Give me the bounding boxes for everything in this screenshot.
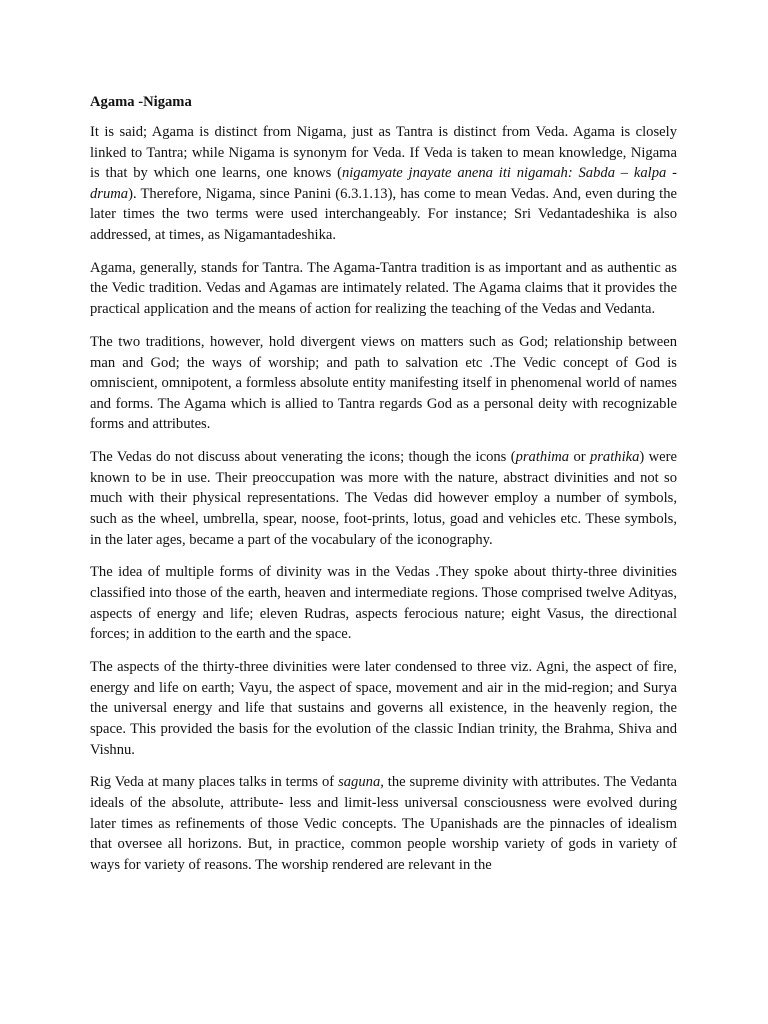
paragraph <box>90 258 677 320</box>
text-run: The idea of multiple forms of divinity was in the Vedas .They spoke about thirty-three divinities classified into those of the earth, heaven and intermediate regions. Those comprised twelve Adityas, aspects of energy and life; eleven Rudras, aspects ferocious nature; eight Vasus, the directional forces; in addition to the earth and the space. <box>90 564 677 643</box>
text-run: Agama, generally, stands for Tantra. The Agama-Tantra tradition is as important and as authentic as the Vedic tradition. Vedas and Agamas are intimately related. The Agama claims that it provides the practical application and the means of action for realizing the teaching of the Vedas and Vedanta. <box>90 259 677 318</box>
text-run: The two traditions, however, hold divergent views on matters such as God; relationship between man and God; the ways of worship; and path to salvation etc .The Vedic concept of God is omniscient, omnipotent, a formless absolute entity manifesting itself in phenomenal world of names and forms. The Agama which is allied to Tantra regards God as a personal deity with recognizable forms and attributes. <box>90 333 677 433</box>
paragraph <box>90 122 677 246</box>
paragraph <box>90 447 677 550</box>
document-title: Agama -Nigama <box>90 94 192 110</box>
text-run: The aspects of the thirty-three divinities were later condensed to three viz. Agni, the aspect of fire, energy and life on earth; Vayu, the aspect of space, movement and air in the mid-region; and Surya the universal energy and life that sustains and governs all existence, in the heavenly region, the space. This provided the basis for the evolution of the classic Indian trinity, the Brahma, Shiva and Vishnu. <box>90 659 677 758</box>
text-run: Rig Veda at many places talks in terms of <box>90 774 339 791</box>
text-run: ) were known to be in use. Their preoccupation was more with the nature, abstract divinities and not so much with their physical representations. The Vedas did however employ a number of symbols, such as the wheel, umbrella, spear, noose, foot-prints, lotus, goad and vehicles etc. These symbols, in the later ages, became a part of the vocabulary of the iconography. <box>90 449 677 548</box>
text-run: The Vedas do not discuss about venerating the icons; though the icons ( <box>90 449 516 466</box>
document-body <box>90 122 677 875</box>
document-page <box>90 92 677 888</box>
paragraph <box>90 772 677 875</box>
italic-text-run: nigamyate jnayate anena iti nigamah: Sabda – kalpa -druma <box>90 165 677 202</box>
text-run: , the supreme divinity with attributes. The Vedanta ideals of the absolute, attribute- less and limit-less universal consciousness were evolved during later times as refinements of those Vedic concepts. The Upanishads are the pinnacles of idealism that oversee all horizons. But, in practice, common people worship variety of gods in variety of ways for variety of reasons. The worship rendered are relevant in the <box>90 774 677 873</box>
italic-text-run: saguna <box>338 774 381 791</box>
paragraph <box>90 332 677 435</box>
italic-text-run: prathika <box>589 449 640 466</box>
text-run: ). Therefore, Nigama, since Panini (6.3.1.13), has come to mean Vedas. And, even during the later times the two terms were used interchangeably. For instance; Sri Vedantadeshika is also addressed, at times, as Nigamantadeshika. <box>90 185 677 243</box>
text-run: or <box>569 449 590 466</box>
paragraph <box>90 657 677 760</box>
italic-text-run: prathima <box>515 449 570 466</box>
paragraph <box>90 562 677 644</box>
text-run: It is said; Agama is distinct from Nigama, just as Tantra is distinct from Veda. Agama is closely linked to Tantra; while Nigama is synonym for Veda. If Veda is taken to mean knowledge, Nigama is that by which one learns, one knows ( <box>90 124 677 182</box>
